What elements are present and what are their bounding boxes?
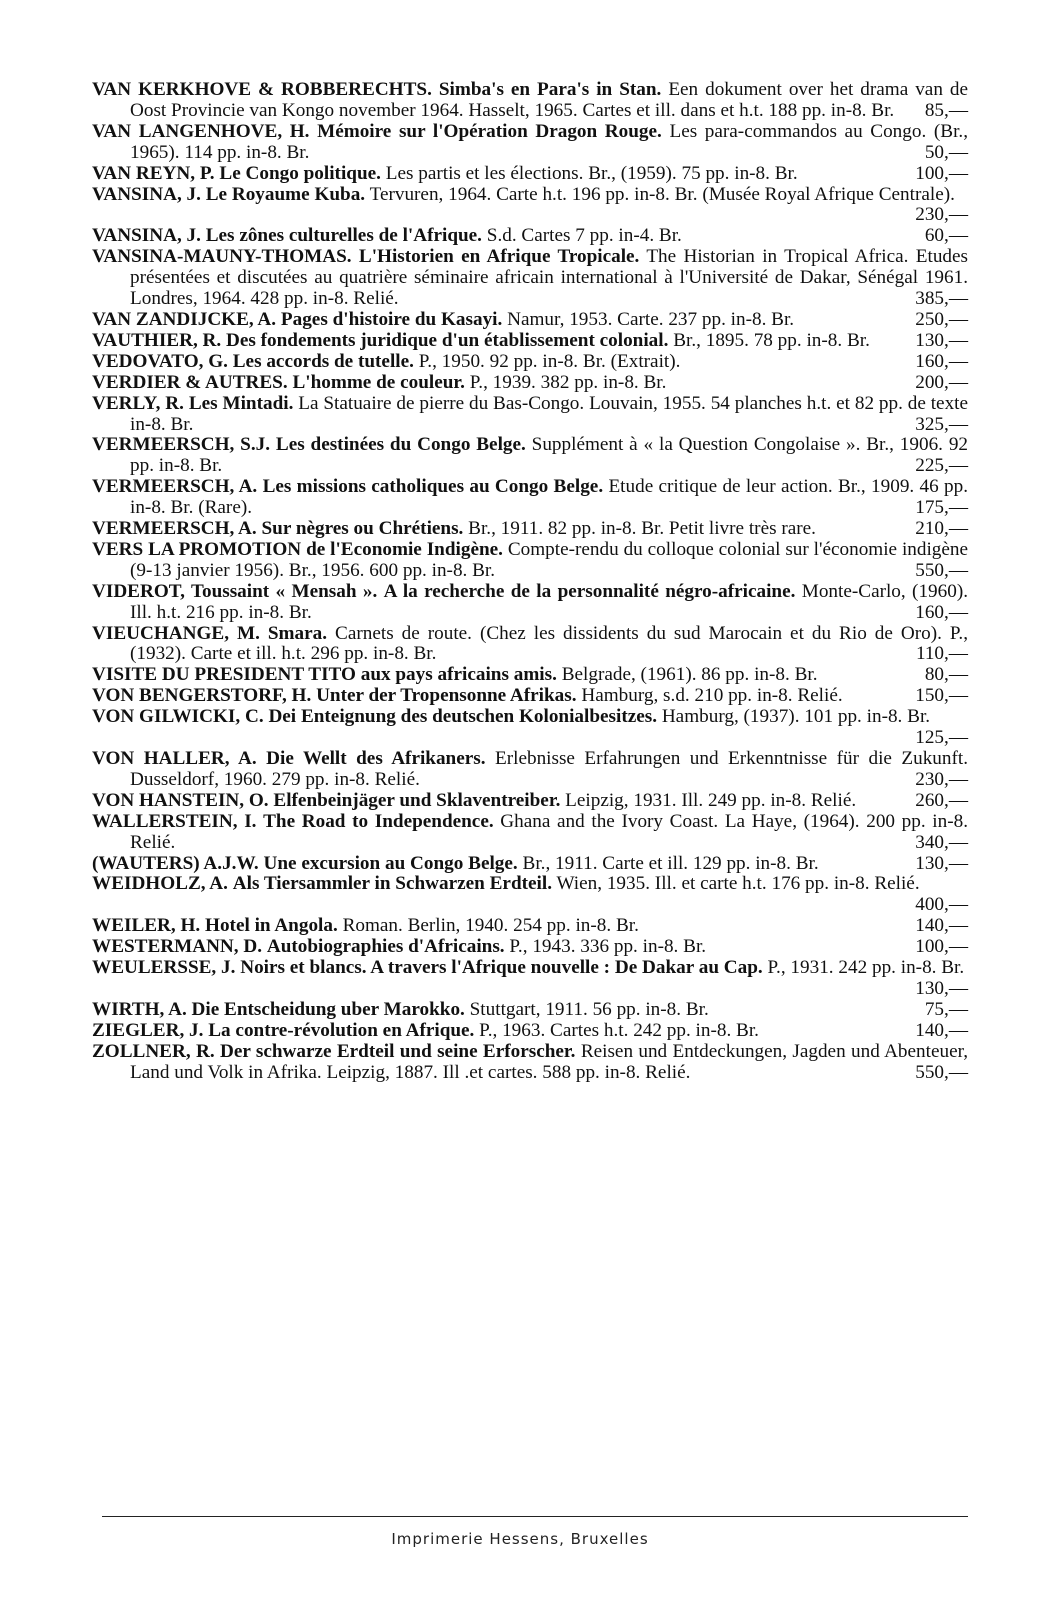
entry-author: WIRTH, A. [92, 998, 187, 1020]
catalogue-entry [92, 854, 968, 875]
entry-price: 125,— [915, 727, 968, 749]
catalogue-entry [92, 226, 968, 247]
catalogue-entry [92, 185, 968, 227]
entry-title: L'Historien en Afrique Tropicale. [358, 246, 640, 268]
entry-title: Une excursion au Congo Belge. [263, 852, 518, 874]
catalogue-entry [92, 582, 968, 624]
entry-title: Als Tiersammler in Schwarzen Erdteil. [232, 873, 552, 895]
entry-title: Die Entscheidung uber Marokko. [191, 998, 465, 1020]
entry-title: Dei Enteignung des deutschen Kolonialbesitzes. [268, 706, 658, 728]
entry-price: 550,— [915, 1061, 968, 1083]
entry-price: 250,— [915, 308, 968, 330]
entry-details: Ghana and the Ivory Coast. La Haye, (1964). 200 pp. in-8. Relié. [130, 810, 969, 853]
entry-author: VISITE DU PRESIDENT TITO [92, 664, 356, 686]
entry-author: WESTERMANN, D. [92, 936, 263, 958]
entry-price: 60,— [924, 225, 968, 247]
catalogue-entry [92, 477, 968, 519]
entry-title: La contre-révolution en Afrique. [208, 1019, 475, 1041]
entry-title: Simba's en Para's in Stan. [438, 79, 662, 100]
entry-details: Br., 1911. Carte et ill. 129 pp. in-8. Br. [522, 852, 819, 874]
entry-author: WEILER, H. [92, 915, 201, 937]
entry-details: Les partis et les élections. Br., (1959). 75 pp. in-8. Br. [385, 162, 798, 184]
catalogue-entry [92, 1042, 968, 1084]
entry-author: VERMEERSCH, A. [92, 518, 257, 540]
entry-author: ZOLLNER, R. [92, 1040, 215, 1062]
entry-details: Erlebnisse Erfahrungen und Erkenntnisse für die Zukunft. Dusseldorf, 1960. 279 pp. in-8. Relié. [130, 748, 969, 790]
entry-title: Sur nègres ou Chrétiens. [261, 518, 464, 540]
entry-price: 340,— [915, 831, 968, 853]
entry-title: Hotel in Angola. [205, 915, 338, 937]
catalogue-entry [92, 394, 968, 436]
entry-author: VON GILWICKI, C. [92, 706, 264, 728]
entry-price: 385,— [915, 288, 968, 310]
entry-price: 130,— [915, 852, 968, 874]
entry-price: 225,— [915, 455, 968, 477]
entry-price: 230,— [915, 768, 968, 790]
entry-details: P., 1963. Cartes h.t. 242 pp. in-8. Br. [479, 1019, 759, 1041]
catalogue-entry [92, 164, 968, 185]
entry-price: 400,— [915, 894, 968, 916]
entry-title: Elfenbeinjäger und Sklaventreiber. [273, 789, 561, 811]
entry-details: Stuttgart, 1911. 56 pp. in-8. Br. [469, 998, 709, 1020]
entry-title: Les Mintadi. [188, 392, 294, 414]
entry-details: The Historian in Tropical Africa. Etudes présentées et discutées au quatrière séminaire africain international à l'Université de Dakar, Sénégal 1961. Londres, 1964. 428 pp. in-8. Relié. [130, 246, 968, 310]
entry-author: VON BENGERSTORF, H. [92, 685, 312, 707]
catalogue-entry [92, 874, 968, 916]
catalogue-entry [92, 352, 968, 373]
entry-price: 130,— [915, 329, 968, 351]
entry-details: Tervuren, 1964. Carte h.t. 196 pp. in-8. Br. (Musée Royal Afrique Centrale). [369, 183, 955, 205]
entry-title: The Road to Independence. [263, 810, 494, 832]
entry-author: VERS LA PROMOTION [92, 538, 302, 560]
entry-author: VIDEROT, Toussaint « Mensah ». [92, 580, 378, 602]
entry-author: WALLERSTEIN, I. [92, 810, 257, 832]
entry-author: VANSINA, J. [92, 225, 201, 247]
entry-author: VANSINA, J. [92, 183, 201, 205]
entry-author: VANSINA-MAUNY-THOMAS. [92, 246, 352, 268]
entry-price: 175,— [915, 497, 968, 519]
entry-author: VAN KERKHOVE & ROBBERECHTS. [92, 79, 432, 100]
entry-title: Les destinées du Congo Belge. [275, 434, 526, 456]
entry-price: 75,— [924, 998, 968, 1020]
entry-title: Smara. [267, 622, 328, 644]
entry-title: A la recherche de la personnalité négro-africaine. [383, 580, 796, 602]
footer-rule [102, 1516, 968, 1517]
entry-details: P., 1943. 336 pp. in-8. Br. [509, 936, 707, 958]
entry-details: Leipzig, 1931. Ill. 249 pp. in-8. Relié. [565, 789, 857, 811]
entry-title: Pages d'histoire du Kasayi. [280, 308, 503, 330]
printer-footer: Imprimerie Hessens, Bruxelles [391, 1530, 649, 1548]
catalogue-entry [92, 1000, 968, 1021]
entry-details: Belgrade, (1961). 86 pp. in-8. Br. [561, 664, 818, 686]
entry-price: 200,— [915, 371, 968, 393]
entry-details: Br., 1895. 78 pp. in-8. Br. [673, 329, 870, 351]
entry-title: de l'Economie Indigène. [306, 538, 503, 560]
entry-price: 100,— [915, 936, 968, 958]
entry-details: Hamburg, (1937). 101 pp. in-8. Br. [661, 706, 931, 728]
entry-title: Le Congo politique. [219, 162, 381, 184]
entry-title: Unter der Tropensonne Afrikas. [316, 685, 577, 707]
entry-title: aux pays africains amis. [360, 664, 557, 686]
entry-title: Mémoire sur l'Opération Dragon Rouge. [317, 120, 662, 142]
catalogue-entry [92, 707, 968, 749]
entry-author: WEIDHOLZ, A. [92, 873, 228, 895]
entry-price: 550,— [915, 559, 968, 581]
entry-author: VAN ZANDIJCKE, A. [92, 308, 277, 330]
catalogue-entry [92, 686, 968, 707]
catalogue-entry [92, 80, 968, 122]
entry-title: L'homme de couleur. [292, 371, 465, 393]
catalogue-entry [92, 435, 968, 477]
entry-price: 325,— [915, 413, 968, 435]
catalogue-entry [92, 540, 968, 582]
catalogue-entry [92, 749, 968, 791]
entry-author: VEDOVATO, G. [92, 350, 228, 372]
entry-author: VON HANSTEIN, O. [92, 789, 269, 811]
catalogue-entry [92, 665, 968, 686]
entry-title: Die Wellt des Afrikaners. [266, 748, 486, 769]
catalogue-entry [92, 122, 968, 164]
entry-price: 140,— [915, 1019, 968, 1041]
catalogue-entry [92, 812, 968, 854]
entry-author: VERMEERSCH, A. [92, 476, 258, 498]
entry-list [92, 80, 968, 1084]
entry-details: Monte-Carlo, (1960). Ill. h.t. 216 pp. in-8. Br. [130, 580, 969, 623]
entry-title: Les missions catholiques au Congo Belge. [262, 476, 604, 498]
entry-details: Namur, 1953. Carte. 237 pp. in-8. Br. [507, 308, 795, 330]
entry-details: Supplément à « la Question Congolaise ». Br., 1906. 92 pp. in-8. Br. [130, 434, 969, 477]
entry-title: Des fondements juridique d'un établissement colonial. [225, 329, 669, 351]
catalogue-page [92, 80, 968, 1084]
entry-author: VIEUCHANGE, M. [92, 622, 260, 644]
entry-title: Der schwarze Erdteil und seine Erforscher. [219, 1040, 576, 1062]
entry-details: Reisen und Entdeckungen, Jagden und Abenteuer, Land und Volk in Afrika. Leipzig, 1887. Ill .et cartes. 588 pp. in-8. Relié. [130, 1040, 969, 1083]
entry-details: P., 1931. 242 pp. in-8. Br. [767, 957, 965, 979]
entry-details: Een dokument over het drama van de Oost Provincie van Kongo november 1964. Hasselt, 1965. Cartes et ill. dans et h.t. 188 pp. in-8. Br. [130, 79, 968, 121]
entry-details: Etude critique de leur action. Br., 1909. 46 pp. in-8. Br. (Rare). [130, 476, 969, 519]
catalogue-entry [92, 624, 968, 666]
entry-author: VAN LANGENHOVE, H. [92, 120, 310, 142]
catalogue-entry [92, 937, 968, 958]
entry-author: VERDIER & AUTRES. [92, 371, 288, 393]
entry-details: P., 1950. 92 pp. in-8. Br. (Extrait). [418, 350, 681, 372]
entry-price: 150,— [915, 685, 968, 707]
entry-price: 85,— [924, 99, 968, 121]
entry-price: 100,— [915, 162, 968, 184]
entry-author: VAUTHIER, R. [92, 329, 222, 351]
entry-price: 260,— [915, 789, 968, 811]
entry-title: Le Royaume Kuba. [205, 183, 366, 205]
catalogue-entry [92, 1021, 968, 1042]
entry-author: VERLY, R. [92, 392, 184, 414]
entry-price: 80,— [924, 664, 968, 686]
entry-price: 230,— [915, 204, 968, 226]
entry-details: P., 1939. 382 pp. in-8. Br. [469, 371, 667, 393]
entry-details: Roman. Berlin, 1940. 254 pp. in-8. Br. [342, 915, 639, 937]
catalogue-entry [92, 958, 968, 1000]
entry-details: Hamburg, s.d. 210 pp. in-8. Relié. [581, 685, 843, 707]
entry-price: 50,— [924, 141, 968, 163]
entry-details: Wien, 1935. Ill. et carte h.t. 176 pp. in-8. Relié. [556, 873, 920, 895]
entry-author: ZIEGLER, J. [92, 1019, 204, 1041]
entry-author: VAN REYN, P. [92, 162, 215, 184]
entry-title: Autobiographies d'Africains. [266, 936, 505, 958]
catalogue-entry [92, 373, 968, 394]
entry-details: Compte-rendu du colloque colonial sur l'économie indigène (9-13 janvier 1956). Br., 1956. 600 pp. in-8. Br. [130, 538, 969, 581]
catalogue-entry [92, 916, 968, 937]
catalogue-entry [92, 331, 968, 352]
entry-details: Carnets de route. (Chez les dissidents du sud Marocain et du Rio de Oro). P., (1932). Carte et ill. h.t. 296 pp. in-8. Br. [130, 622, 969, 665]
entry-author: (WAUTERS) A.J.W. [92, 852, 259, 874]
catalogue-entry [92, 247, 968, 310]
entry-price: 160,— [915, 601, 968, 623]
entry-title: Noirs et blancs. A travers l'Afrique nouvelle : De Dakar au Cap. [240, 957, 763, 979]
entry-author: VERMEERSCH, S.J. [92, 434, 271, 456]
entry-price: 130,— [915, 977, 968, 999]
entry-details: La Statuaire de pierre du Bas-Congo. Louvain, 1955. 54 planches h.t. et 82 pp. de texte in-8. Br. [130, 392, 969, 435]
entry-price: 110,— [915, 643, 968, 665]
entry-author: WEULERSSE, J. [92, 957, 236, 979]
catalogue-entry [92, 791, 968, 812]
entry-details: Les para-commandos au Congo. (Br., 1965). 114 pp. in-8. Br. [130, 120, 968, 163]
entry-details: S.d. Cartes 7 pp. in-4. Br. [486, 225, 682, 247]
entry-title: Les accords de tutelle. [232, 350, 414, 372]
entry-details: Br., 1911. 82 pp. in-8. Br. Petit livre très rare. [468, 518, 816, 540]
entry-price: 140,— [915, 915, 968, 937]
entry-price: 210,— [915, 518, 968, 540]
entry-title: Les zônes culturelles de l'Afrique. [205, 225, 482, 247]
catalogue-entry [92, 310, 968, 331]
entry-price: 160,— [915, 350, 968, 372]
catalogue-entry [92, 519, 968, 540]
entry-author: VON HALLER, A. [92, 748, 257, 769]
